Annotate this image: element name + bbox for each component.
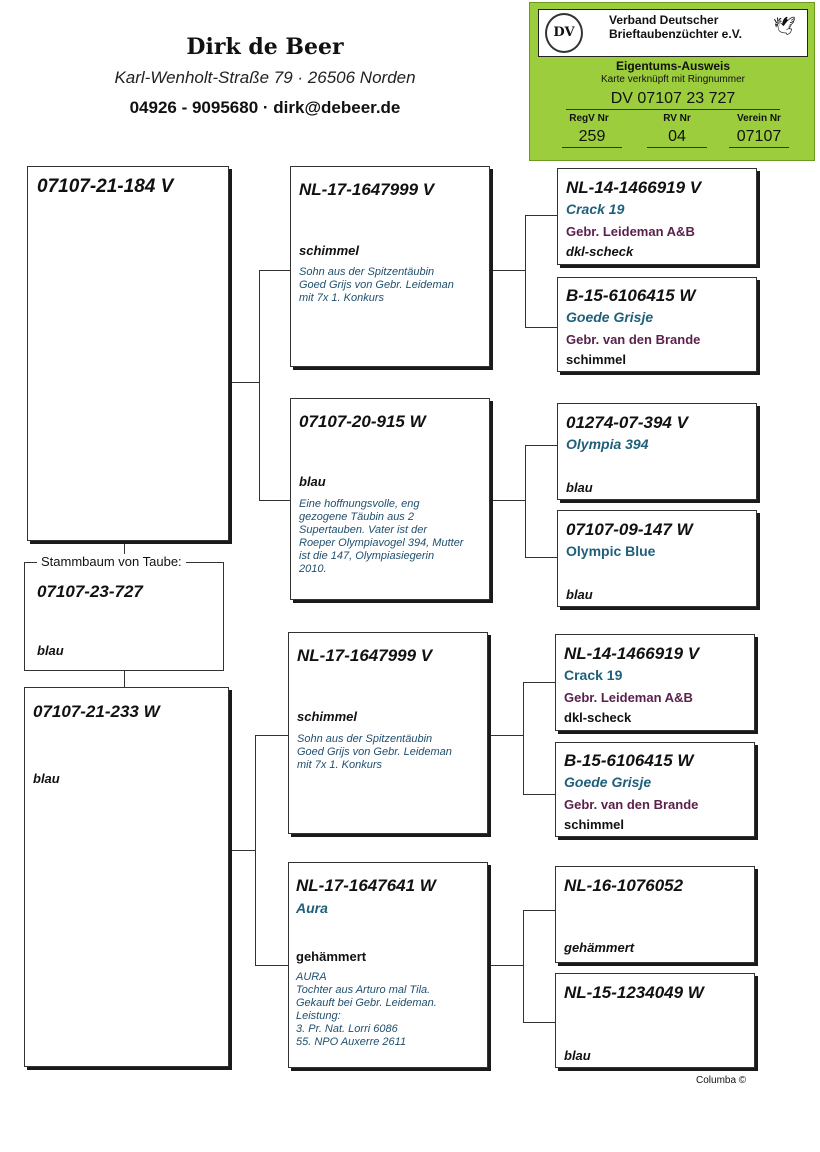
connector [523,682,555,683]
connector [525,215,526,327]
pigeon-icon: 🕊 [773,16,796,36]
verein-label: Verein Nr [737,113,781,124]
association-logo: DV [545,13,583,53]
ownership-card [529,2,815,161]
gg5-color: dkl-scheck [564,710,632,725]
mf-note: Sohn aus der Spitzentäubin Goed Grijs von Gebr. Leideman mit 7x 1. Konkurs [297,733,452,771]
mm-note: AURA Tochter aus Arturo mal Tila. Gekauft bei Gebr. Leideman. Leistung: 3. Pr. Nat. Lorri 6086 55. NPO Auxerre 2611 [296,971,437,1048]
ff-color: schimmel [299,243,359,258]
rv-value: 04 [647,127,707,148]
subject-color: blau [37,643,64,658]
gg1-name: Crack 19 [566,201,625,217]
subject-ring: 07107-23-727 [37,582,143,601]
gg6-breeder: Gebr. van den Brande [564,797,699,812]
ff-note: Sohn aus der Spitzentäubin Goed Grijs von Gebr. Leideman mit 7x 1. Konkurs [299,266,454,304]
gg7-color: gehämmert [564,940,635,955]
gg1-color: dkl-scheck [566,244,634,259]
regv-label: RegV Nr [569,113,609,124]
association-line-2: Brieftaubenzüchter e.V. [609,27,742,41]
connector [490,270,525,271]
connector [490,500,525,501]
rv-label: RV Nr [663,113,691,124]
mm-color: gehämmert [296,949,367,964]
connector [228,850,255,851]
connector [523,794,555,795]
mm-name: Aura [296,900,328,916]
great-grandparent-card[interactable] [555,973,755,1068]
gg6-color: schimmel [564,817,624,832]
mother-card[interactable] [24,687,229,1067]
connector [523,682,524,794]
connector [488,965,523,966]
great-grandparent-card[interactable] [555,634,755,731]
mf-color: schimmel [297,709,357,724]
connector [525,327,557,328]
gg5-name: Crack 19 [564,667,623,683]
connector [525,445,557,446]
fm-ring: 07107-20-915 W [299,412,426,431]
subject-card[interactable] [24,554,224,671]
gg3-color: blau [566,480,593,495]
connector [255,965,288,966]
breeder-address: Karl-Wenholt-Straße 79 · 26506 Norden [114,68,416,87]
gg1-ring: NL-14-1466919 V [566,178,702,197]
verein-value: 07107 [729,127,789,148]
ff-ring: NL-17-1647999 V [299,180,435,199]
grandmother-maternal-card[interactable] [288,862,488,1068]
connector [525,445,526,557]
fm-color: blau [299,474,326,489]
connector [228,382,259,383]
mother-color: blau [33,771,60,786]
great-grandparent-card[interactable] [557,277,757,372]
gg4-name: Olympic Blue [566,543,656,559]
mf-ring: NL-17-1647999 V [297,646,433,665]
regv-value: 259 [562,127,622,148]
mother-ring: 07107-21-233 W [33,702,160,721]
card-header [538,9,808,57]
grandfather-paternal-card[interactable] [290,166,490,367]
connector [488,735,523,736]
breeder-name: Dirk de Beer [186,34,344,60]
gg4-color: blau [566,587,593,602]
great-grandparent-card[interactable] [557,168,757,265]
gg6-name: Goede Grisje [564,774,652,790]
gg4-ring: 07107-09-147 W [566,520,693,539]
fm-note: Eine hoffnungsvolle, eng gezogene Täubin aus 2 Supertauben. Vater ist der Roeper Olympiavogel 394, Mutter ist die 147, Olympiasiegerin 2010. [299,498,464,575]
grandmother-paternal-card[interactable] [290,398,490,600]
great-grandparent-card[interactable] [555,866,755,963]
connector [259,270,260,500]
gg8-ring: NL-15-1234049 W [564,983,704,1002]
connector [525,557,557,558]
association-name [609,13,742,41]
father-card[interactable] [27,166,229,541]
gg2-breeder: Gebr. van den Brande [566,332,701,347]
grandfather-maternal-card[interactable] [288,632,488,834]
gg5-ring: NL-14-1466919 V [564,644,700,663]
gg7-ring: NL-16-1076052 [564,876,684,895]
gg1-breeder: Gebr. Leideman A&B [566,224,695,239]
connector [523,1022,555,1023]
gg2-name: Goede Grisje [566,309,654,325]
great-grandparent-card[interactable] [557,403,757,500]
mm-ring: NL-17-1647641 W [296,876,436,895]
gg6-ring: B-15-6106415 W [564,751,694,770]
gg2-ring: B-15-6106415 W [566,286,696,305]
father-ring: 07107-21-184 V [37,176,174,197]
card-ring-number: DV 07107 23 727 [566,89,780,110]
connector [523,910,524,1022]
connector [259,500,290,501]
breeder-contact: 04926 - 9095680 · dirk@debeer.de [129,98,401,117]
great-grandparent-card[interactable] [557,510,757,607]
gg2-color: schimmel [566,352,626,367]
connector [259,270,290,271]
card-subtitle: Karte verknüpft mit Ringnummer [601,74,745,85]
gg5-breeder: Gebr. Leideman A&B [564,690,693,705]
card-title: Eigentums-Ausweis [615,59,731,73]
connector [523,910,555,911]
great-grandparent-card[interactable] [555,742,755,837]
connector [255,735,288,736]
connector [525,215,557,216]
connector [124,670,125,687]
gg3-name: Olympia 394 [566,436,649,452]
connector [255,735,256,965]
gg3-ring: 01274-07-394 V [566,413,688,432]
software-credit: Columba © [696,1075,747,1086]
gg8-color: blau [564,1048,591,1063]
association-line-1: Verband Deutscher [609,13,719,27]
subject-caption: Stammbaum von Taube: [37,554,186,569]
